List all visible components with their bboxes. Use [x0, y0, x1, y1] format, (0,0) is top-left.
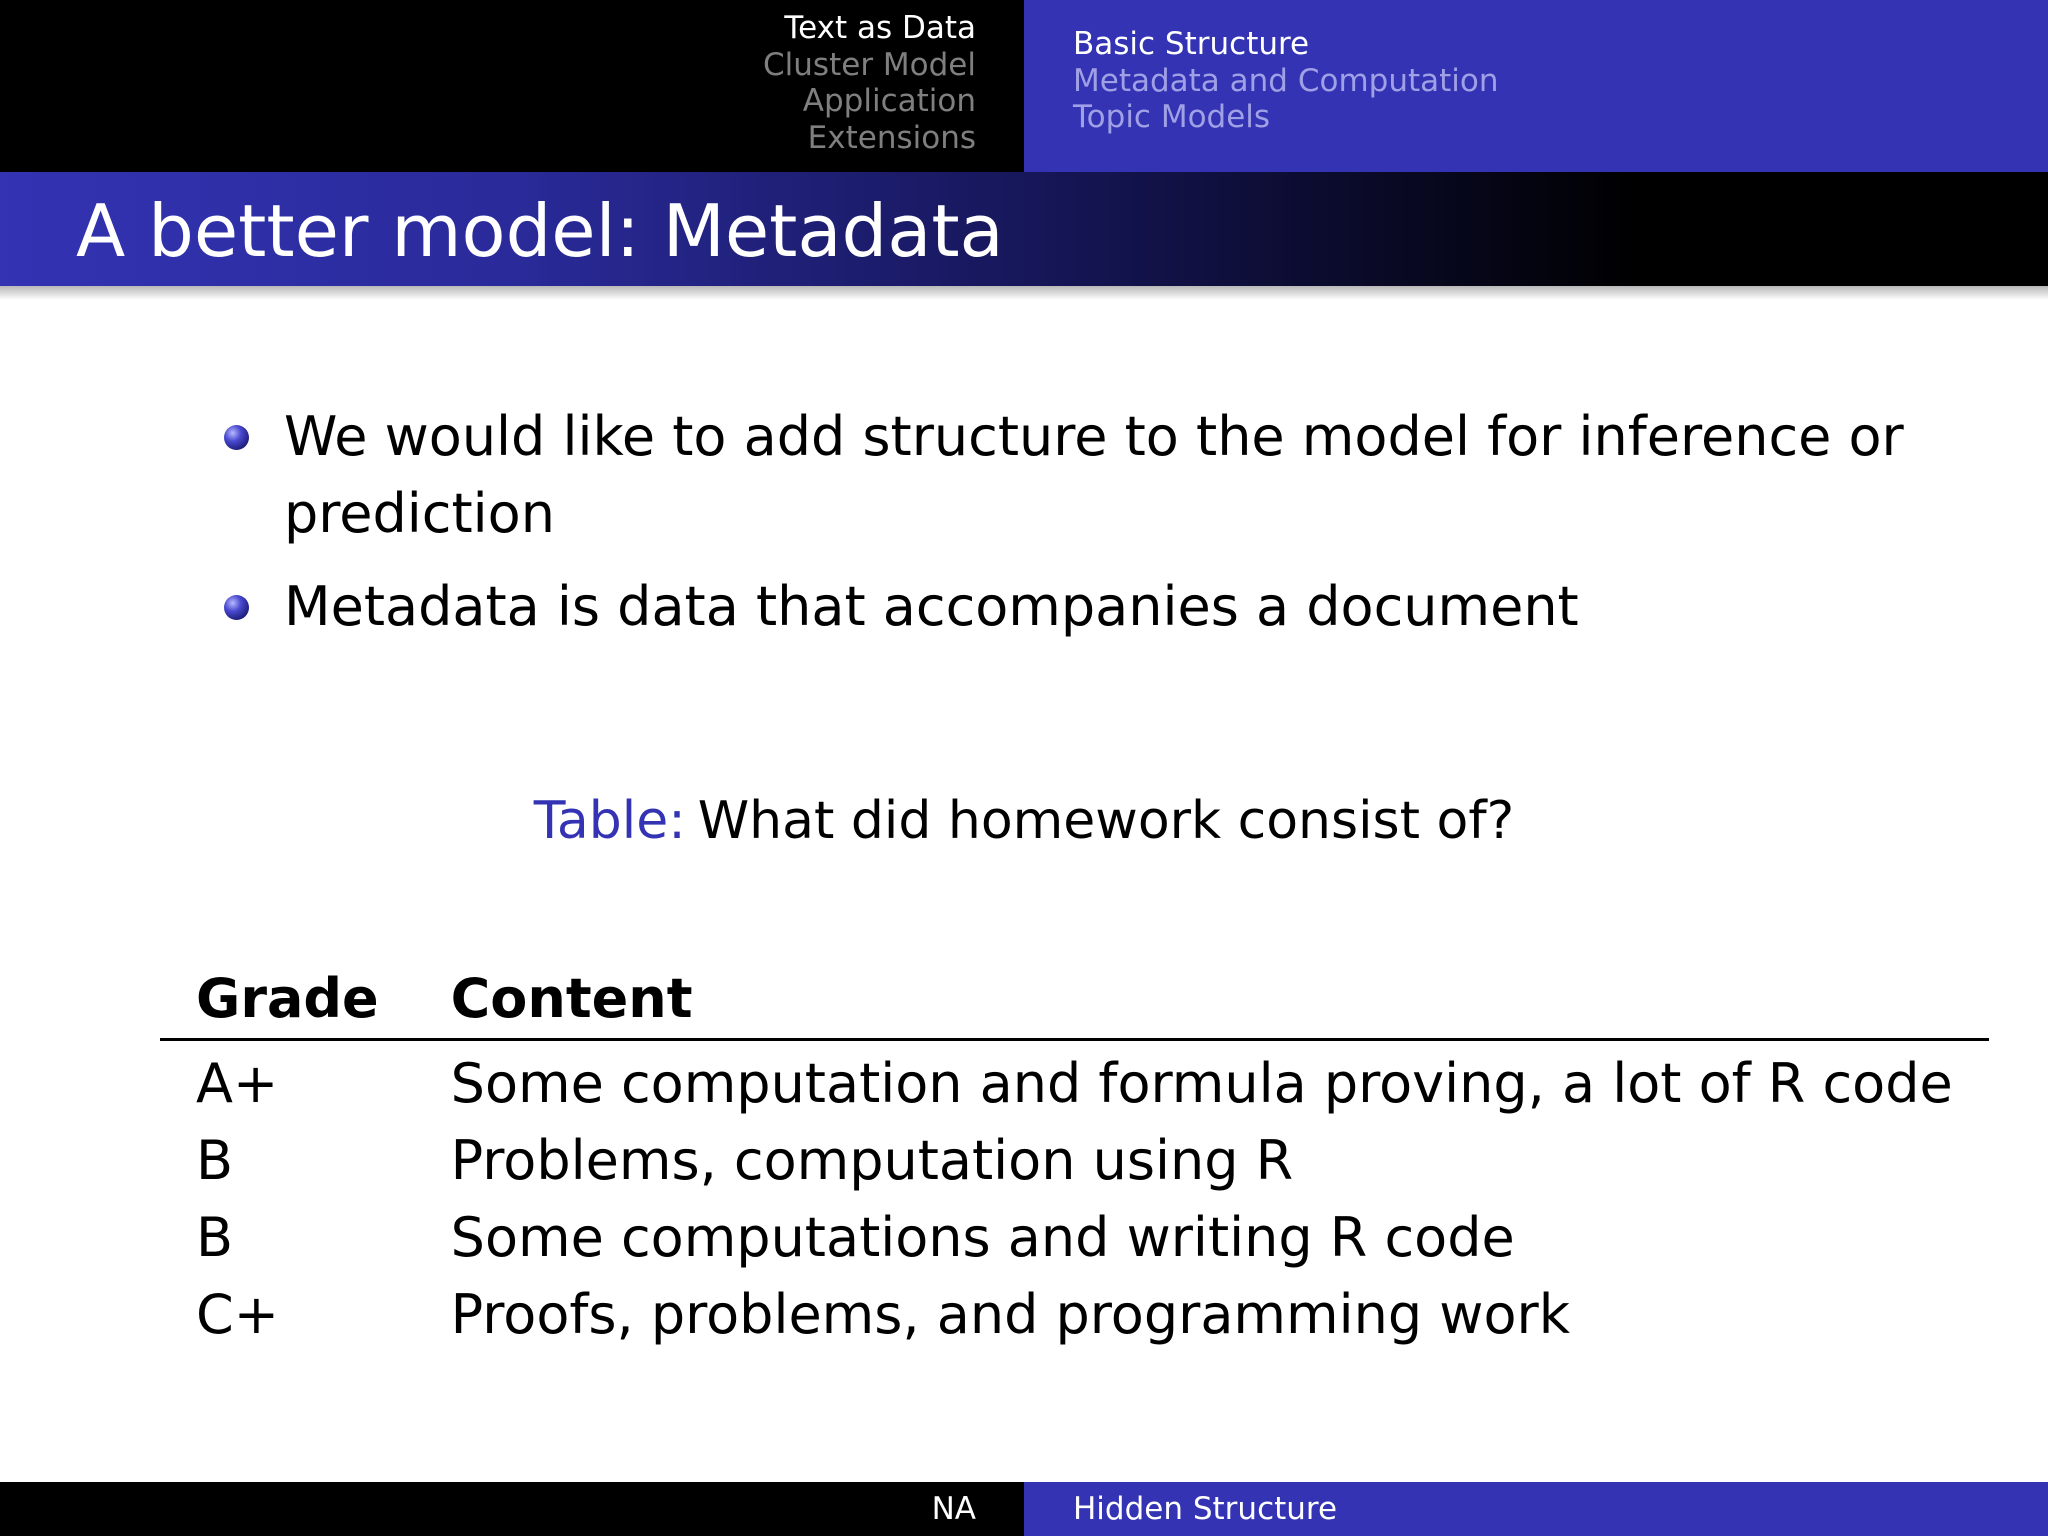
- nav-section-cluster-model[interactable]: Cluster Model: [763, 46, 976, 83]
- bullet-item: [222, 398, 1922, 552]
- table-header-row: [160, 958, 1989, 1040]
- frame-title-bar: [0, 172, 2048, 286]
- cell-content: Problems, computation using R: [450, 1129, 1294, 1192]
- cell-grade: B: [196, 1129, 234, 1192]
- subsection-list: [1073, 26, 1499, 136]
- cell-grade: C+: [196, 1283, 279, 1346]
- cell-content: Proofs, problems, and programming work: [450, 1283, 1570, 1346]
- bullet-list: [222, 398, 1922, 661]
- cell-content: Some computations and writing R code: [450, 1206, 1515, 1269]
- nav-section-text-as-data[interactable]: Text as Data: [784, 10, 976, 46]
- table-row: [160, 1199, 1989, 1276]
- table-caption-text: What did homework consist of?: [697, 791, 1515, 851]
- section-list: [763, 10, 976, 156]
- bullet-ball-icon: [224, 595, 249, 620]
- footer-author: NA: [931, 1491, 976, 1527]
- bullet-text: We would like to add structure to the model for inference or prediction: [284, 405, 1904, 545]
- column-header-grade: Grade: [196, 966, 379, 1030]
- nav-subsection-basic-structure[interactable]: Basic Structure: [1073, 26, 1310, 62]
- footer-title: Hidden Structure: [1073, 1491, 1338, 1527]
- bullet-ball-icon: [224, 425, 249, 450]
- bullet-item: [222, 568, 1922, 645]
- section-nav: [0, 0, 1024, 172]
- table-row: [160, 1040, 1989, 1123]
- table-caption-label: Table:: [533, 791, 686, 851]
- frame-title: A better model: Metadata: [76, 189, 1004, 273]
- cell-content: Some computation and formula proving, a lot of R code: [450, 1052, 1953, 1115]
- cell-grade: B: [196, 1206, 234, 1269]
- title-bar-shadow: [0, 286, 2048, 300]
- subsection-nav: [1024, 0, 2048, 172]
- footer-author-bar: [0, 1482, 1024, 1536]
- table-caption: [0, 786, 2048, 856]
- homework-table: [160, 958, 1989, 1353]
- footer-title-bar: [1024, 1482, 2048, 1536]
- nav-subsection-topic-models[interactable]: Topic Models: [1073, 99, 1271, 135]
- table-row: [160, 1276, 1989, 1353]
- table-row: [160, 1122, 1989, 1199]
- nav-section-application[interactable]: Application: [802, 83, 976, 119]
- nav-subsection-metadata-computation[interactable]: Metadata and Computation: [1073, 62, 1499, 99]
- column-header-content: Content: [450, 966, 693, 1030]
- nav-section-extensions[interactable]: Extensions: [807, 119, 976, 156]
- cell-grade: A+: [196, 1052, 279, 1115]
- bullet-text: Metadata is data that accompanies a document: [284, 575, 1579, 638]
